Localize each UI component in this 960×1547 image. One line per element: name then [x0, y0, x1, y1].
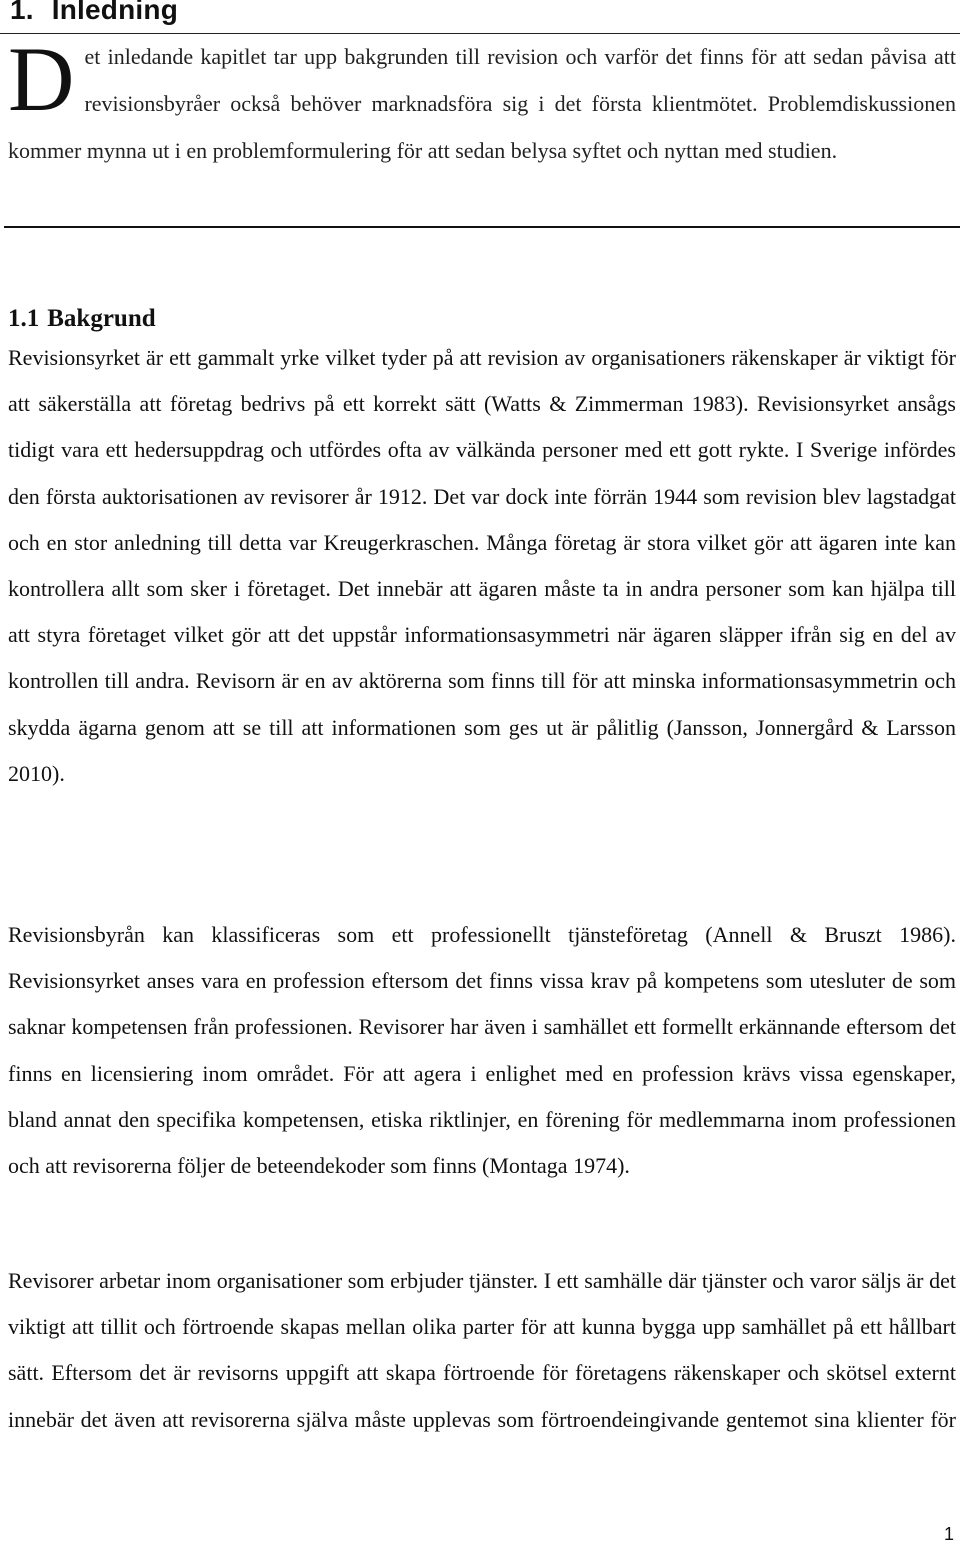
page-number: 1 [943, 1524, 954, 1544]
section-heading [8, 305, 156, 333]
section-number: 1.1 [8, 305, 40, 332]
drop-cap: D [8, 28, 75, 130]
chapter-number: 1. [10, 0, 34, 25]
intro-divider [4, 226, 960, 228]
chapter-title: Inledning [51, 0, 178, 25]
section-title: Bakgrund [47, 305, 156, 332]
body-paragraph: Revisionsyrket är ett gammalt yrke vilket tyder på att revision av organisationers räkenskaper är viktigt för att säkerställa att företag bedrivs på ett korrekt sätt (Watts & Zimmerman 1983). Revisionsyrket ansågs tidigt vara ett hedersuppdrag och utfördes ofta av välkända personer med ett gott rykte. I Sverige infördes den första auktorisationen av revisorer år 1912. Det var dock inte förrän 1944 som revision blev lagstadgat och en stor anledning till detta var Kreugerkraschen. Många företag är stora vilket gör att ägaren inte kan kontrollera allt som sker i företaget. Det innebär att ägaren måste ta in andra personer som kan hjälpa till att styra företaget vilket gör att det uppstår informationsasymmetri när ägaren släpper ifrån sig en del av kontrollen till andra. Revisorn är en av aktörerna som finns till för att minska informationsasymmetrin och skydda ägarna genom att se till att informationen som ges ut är pålitlig (Jansson, Jonnergård & Larsson 2010). [8, 345, 956, 786]
chapter-intro [8, 28, 956, 174]
body-paragraph: Revisorer arbetar inom organisationer som erbjuder tjänster. I ett samhälle där tjänster och varor säljs är det viktigt att tillit och förtroende skapas mellan olika parter för att kunna bygga upp samhället på ett hållbart sätt. Eftersom det är revisorns uppgift att skapa förtroende för företagens räkenskaper och skötsel externt innebär det även att revisorerna själva måste upplevas som förtroendeingivande gentemot sina klienter för [8, 1268, 956, 1432]
intro-text: et inledande kapitlet tar upp bakgrunden till revision och varför det finns för att sedan påvisa att revisionsbyråer också behöver marknadsföra sig i det första klientmötet. Problemdiskussionen kommer mynna ut i en problemformulering för att sedan belysa syftet och nyttan med studien. [8, 44, 956, 163]
chapter-heading [10, 0, 178, 26]
body-paragraph: Revisionsbyrån kan klassificeras som ett professionellt tjänsteföretag (Annell & Bruszt 1986). Revisionsyrket anses vara en profession eftersom det finns vissa krav på kompetens som utesluter de som saknar kompetensen från professionen. Revisorer har även i samhället ett formellt erkännande eftersom det finns en licensiering inom området. För att agera i enlighet med en profession krävs vissa egenskaper, bland annat den specifika kompetensen, etiska riktlinjer, en förening för medlemmarna inom professionen och att revisorerna följer de beteendekoder som finns (Montaga 1974). [8, 922, 956, 1179]
